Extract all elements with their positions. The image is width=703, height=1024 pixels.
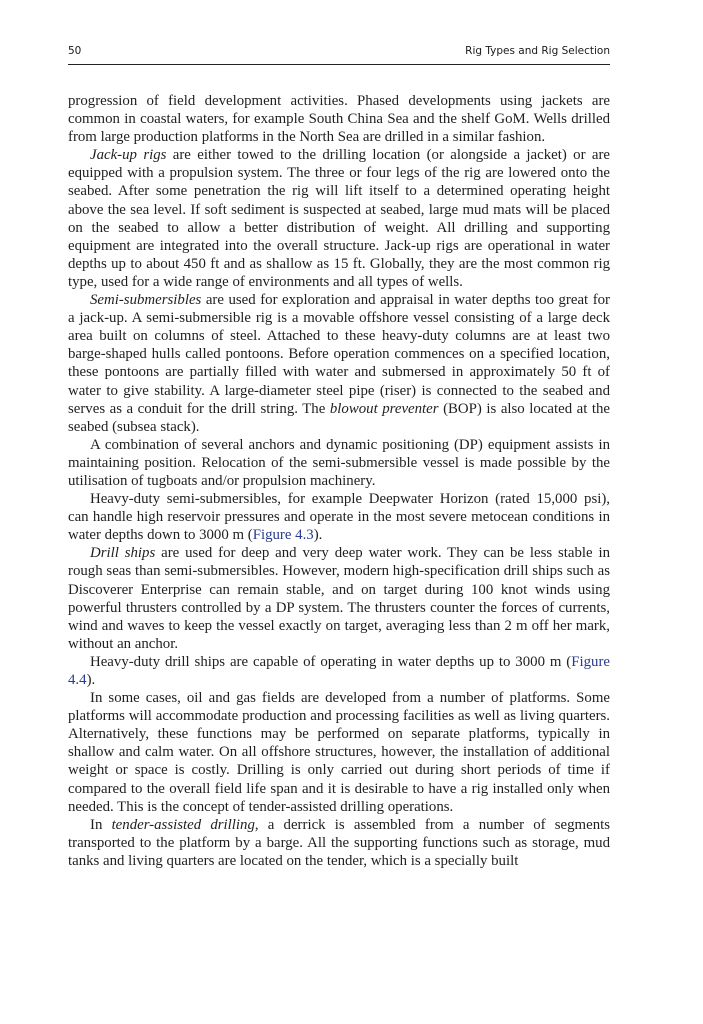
paragraph-drill-ships: [68, 544, 610, 653]
paragraph-heavy-duty-semis: [68, 490, 610, 544]
term-drill-ships: Drill ships: [90, 545, 156, 562]
term-blowout-preventer: blowout preventer: [329, 400, 439, 417]
figure-4-4-link[interactable]: Figure 4.4: [68, 653, 610, 688]
paragraph-text: ).: [313, 527, 323, 544]
paragraph-text: Heavy-duty semi-submersibles, for example Deepwater Horizon (rated 15,000 psi), can handle high reservoir pressures and operate in the most severe metocean conditions in water depths down to 3000 m (: [68, 491, 610, 544]
paragraph-text: A combination of several anchors and dynamic positioning (DP) equipment assists in maintaining position. Relocation of the semi-submersible vessel is made possible by the utilisation of tugboats and/or propulsion machinery.: [68, 436, 610, 489]
paragraph-text: ).: [86, 672, 96, 688]
paragraph-heavy-duty-drill-ships: [68, 653, 610, 689]
paragraph-text: are used for deep and very deep water work. They can be less stable in rough seas than semi-submersibles. However, modern high-specification drill ships such as Discoverer Enterprise can remain stable, and on target during 100 knot winds using powerful thrusters controlled by a DP system. The thrusters counter the forces of currents, wind and waves to keep the vessel exactly on target, averaging less than 2 m off her mark, without an anchor.: [68, 545, 610, 652]
running-title: Rig Types and Rig Selection: [465, 45, 610, 57]
running-header: [68, 45, 610, 63]
paragraph-semi-submersibles: [68, 291, 610, 436]
term-semi-submersibles: Semi-submersibles: [90, 292, 202, 309]
paragraph-field-development: [68, 92, 610, 146]
body-text: [68, 92, 610, 870]
paragraph-platforms: [68, 689, 610, 816]
paragraph-text: In: [90, 816, 112, 833]
term-tender-assisted-drilling: tender-assisted drilling: [111, 816, 255, 833]
paragraph-text: In some cases, oil and gas fields are developed from a number of platforms. Some platforms will accommodate production and processing facilities as well as living quarters. Alternatively, these functions may be performed on separate platforms, typically in shallow and calm water. On all offshore structures, however, the installation of additional weight or space is costly. Drilling is only carried out during short periods of time if compared to the overall field life span and it is desirable to have a rig installed only when needed. This is the concept of tender-assisted drilling operations.: [68, 690, 610, 815]
term-jack-up-rigs: Jack-up rigs: [90, 147, 167, 164]
paragraph-anchors-dp: [68, 436, 610, 490]
paragraph-text: progression of field development activities. Phased developments using jackets are common in coastal waters, for example South China Sea and the shelf GoM. Wells drilled from large production platforms in the North Sea are drilled in a similar fashion.: [68, 93, 610, 146]
paragraph-jack-up-rigs: [68, 146, 610, 291]
paragraph-text: , a derrick is assembled from a number of segments transported to the platform by a barge. All the supporting functions such as storage, mud tanks and living quarters are located on the tender, which is a specially built: [68, 816, 611, 869]
paragraph-text: Heavy-duty drill ships are capable of operating in water depths up to 3000 m (: [90, 653, 572, 670]
paragraph-text: are either towed to the drilling location (or alongside a jacket) or are equipped with a propulsion system. The three or four legs of the rig are lowered onto the seabed. After some penetration the rig will lift itself to a determined operating height above the sea level. If soft sediment is suspected at seabed, large mud mats will be placed on the seabed to allow a better distribution of weight. All drilling and supporting equipment are integrated into the overall structure. Jack-up rigs are operational in water depths up to about 450 ft and as shallow as 15 ft. Globally, they are the most common rig type, used for a wide range of environments and all types of wells.: [68, 147, 610, 290]
header-rule: [68, 64, 610, 65]
paragraph-tender-assisted: [68, 816, 610, 870]
paragraph-text: are used for exploration and appraisal in water depths too great for a jack-up. A semi-submersible rig is a movable offshore vessel consisting of a large deck area built on columns of steel. Attached to these heavy-duty columns are at least two barge-shaped hulls called pontoons. Before operation commences on a specified location, these pontoons are partially filled with water and submersed in approximately 50 ft of water to give stability. A large-diameter steel pipe (riser) is connected to the seabed and serves as a conduit for the drill string. The: [68, 292, 610, 417]
figure-4-3-link[interactable]: Figure 4.3: [252, 527, 314, 544]
paragraph-text: (BOP) is also located at the seabed (subsea stack).: [68, 400, 611, 435]
page-number: 50: [68, 45, 82, 57]
